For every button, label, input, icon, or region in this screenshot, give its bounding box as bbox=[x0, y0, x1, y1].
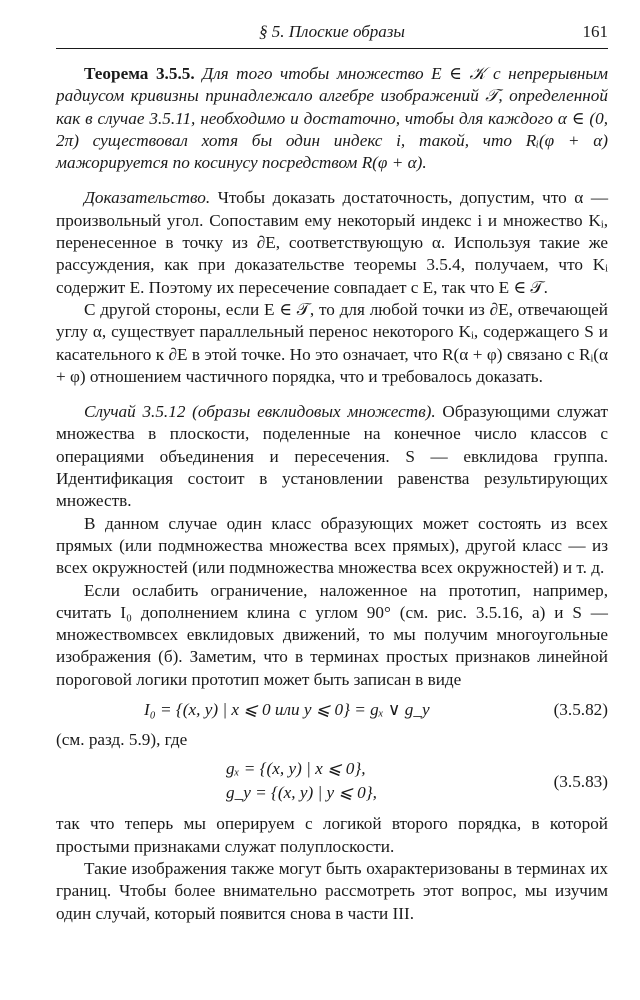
case-text-1: Образующими служат множества в плоскости, поделенные на конечное число классов с операциями объединения и пересечения. S — евклидова группа. Идентификация состоит в установлении равенства результирующих множеств. bbox=[56, 402, 608, 511]
equation-system bbox=[226, 757, 377, 805]
case-paragraph-3: Если ослабить ограничение, наложенное на прототип, например, считать I₀ дополнением клина с углом 90° (см. рис. 3.5.16, а) и S — множествомвсех евклидовых движений, то мы получим многоугольные изображения (б). Заметим, что в терминах простых признаков линейной пороговой логики прототип может быть записан в виде bbox=[56, 580, 608, 689]
theorem-paragraph bbox=[56, 63, 608, 174]
equation-line-gy: g_y = {(x, y) | y ⩽ 0}, bbox=[226, 783, 377, 803]
equation-3-5-82 bbox=[56, 697, 608, 723]
header-rule bbox=[56, 48, 608, 49]
case-paragraph-1 bbox=[56, 401, 608, 512]
case-paragraph-2: В данном случае один класс образующих может состоять из всех прямых (или подмножества множества всех прямых), другой класс — из всех окружностей (или подмножества множества всех окружностей) и т. д. bbox=[56, 513, 608, 578]
second-order-logic-paragraph: так что теперь мы оперируем с логикой второго порядка, в которой простыми признаками служат полуплоскости. bbox=[56, 814, 608, 856]
equation-line-gx: gₓ = {(x, y) | x ⩽ 0}, bbox=[226, 759, 366, 779]
theorem-text: Для того чтобы множество E ∈ 𝒦 с непрерывным радиусом кривизны принадлежало алгебре изображений 𝒯, определенной как в случае 3.5.11, необходимо и достаточно, чтобы для каждого α ∈ (0, 2π) существовал хотя бы один индекс i, такой, что Rᵢ(φ + α) мажорируется по косинусу посредством R(φ + α). bbox=[56, 64, 608, 173]
equation-number: (3.5.83) bbox=[553, 772, 608, 792]
running-title: § 5. Плоские образы bbox=[259, 22, 405, 41]
equation-number: (3.5.82) bbox=[553, 700, 608, 720]
final-paragraph: Такие изображения также могут быть охарактеризованы в терминах их границ. Чтобы более внимательно рассмотреть этот вопрос, мы изучим один случай, который появится снова в части III. bbox=[56, 858, 608, 923]
proof-paragraph-1 bbox=[56, 187, 608, 298]
proof-paragraph-2: С другой стороны, если E ∈ 𝒯, то для любой точки из ∂E, отвечающей углу α, существует параллельный перенос некоторого Kᵢ, содержащего S и касательного к ∂E в этой точке. Но это означает, что R(α + φ) связано с Rᵢ(α + φ) отношением частичного порядка, что и требовалось доказать. bbox=[56, 299, 608, 386]
equation-3-5-83 bbox=[56, 757, 608, 807]
running-head bbox=[56, 22, 608, 48]
proof-label: Доказательство. bbox=[84, 188, 211, 208]
theorem-label: Теорема 3.5.5. bbox=[84, 64, 195, 83]
after-equation-text: (см. разд. 5.9), где bbox=[56, 730, 188, 750]
equation-formula: I₀ = {(x, y) | x ⩽ 0 или y ⩽ 0} = gₓ ∨ g_y bbox=[144, 700, 430, 720]
page-body bbox=[56, 63, 608, 925]
proof-text-1: Чтобы доказать достаточность, допустим, что α — произвольный угол. Сопоставим ему некоторый индекс i и множество Kᵢ, перенесенное в точку из ∂E, соответствующую α. Используя такие же рассуждения, как при доказательстве теоремы 3.5.4, получаем, что Kᵢ содержит E. Поэтому их пересечение совпадает с E, так что E ∈ 𝒯. bbox=[56, 188, 609, 297]
case-label: Случай 3.5.12 (образы евклидовых множеств). bbox=[84, 402, 436, 422]
page-number: 161 bbox=[582, 22, 608, 41]
